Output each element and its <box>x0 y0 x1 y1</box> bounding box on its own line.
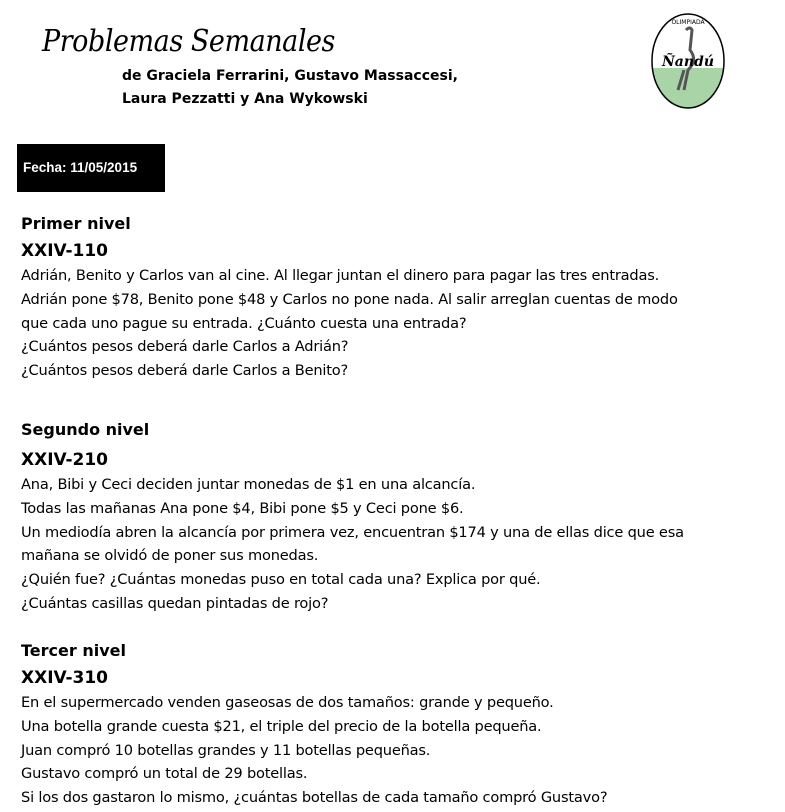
authors-line-1: de Graciela Ferrarini, Gustavo Massaccesi, <box>122 68 458 84</box>
problem-line: Ana, Bibi y Ceci deciden juntar monedas de $1 en una alcancía. <box>21 476 476 493</box>
section-primer-nivel <box>21 210 771 383</box>
problem-line: Si los dos gastaron lo mismo, ¿cuántas botellas de cada tamaño compró Gustavo? <box>21 789 608 807</box>
document-title: Problemas Semanales <box>42 24 335 59</box>
section-tercer-nivel <box>21 637 771 810</box>
problem-line: Gustavo compró un total de 29 botellas. <box>21 765 308 783</box>
problem-line: Adrián pone $78, Benito pone $48 y Carlos no pone nada. Al salir arreglan cuentas de modo <box>21 290 678 308</box>
problem-line: En el supermercado venden gaseosas de dos tamaños: grande y pequeño. <box>21 694 554 711</box>
section-segundo-nivel <box>21 416 771 616</box>
problem-line: ¿Cuántos pesos deberá darle Carlos a Adrián? <box>21 338 349 356</box>
date-label: Fecha: 11/05/2015 <box>17 144 165 192</box>
problem-code: XXIV-210 <box>21 450 109 470</box>
authors-line-2: Laura Pezzatti y Ana Wykowski <box>122 91 368 107</box>
problem-line: ¿Cuántas casillas quedan pintadas de rojo? <box>21 594 329 612</box>
problem-line: ¿Cuántos pesos deberá darle Carlos a Benito? <box>21 362 349 380</box>
level-heading: Primer nivel <box>21 214 131 233</box>
problem-line: Una botella grande cuesta $21, el triple del precio de la botella pequeña. <box>21 717 542 735</box>
level-heading: Tercer nivel <box>21 641 126 660</box>
level-heading: Segundo nivel <box>21 420 150 439</box>
problem-line: mañana se olvidó de poner sus monedas. <box>21 547 319 565</box>
svg-text:Ñandú: Ñandú <box>661 54 715 70</box>
problem-code: XXIV-110 <box>21 241 109 261</box>
problem-line: Adrián, Benito y Carlos van al cine. Al llegar juntan el dinero para pagar las tres entradas. <box>21 267 660 284</box>
problem-line: que cada uno pague su entrada. ¿Cuánto cuesta una entrada? <box>21 314 467 332</box>
svg-text:OLIMPIADA: OLIMPIADA <box>671 19 705 26</box>
problem-line: Todas las mañanas Ana pone $4, Bibi pone $5 y Ceci pone $6. <box>21 499 464 517</box>
problem-code: XXIV-310 <box>21 668 109 688</box>
nandu-logo <box>650 12 726 110</box>
problem-line: Un mediodía abren la alcancía por primera vez, encuentran $174 y una de ellas dice que esa <box>21 523 684 541</box>
problem-line: Juan compró 10 botellas grandes y 11 botellas pequeñas. <box>21 741 431 759</box>
problem-line: ¿Quién fue? ¿Cuántas monedas puso en total cada una? Explica por qué. <box>21 571 541 589</box>
